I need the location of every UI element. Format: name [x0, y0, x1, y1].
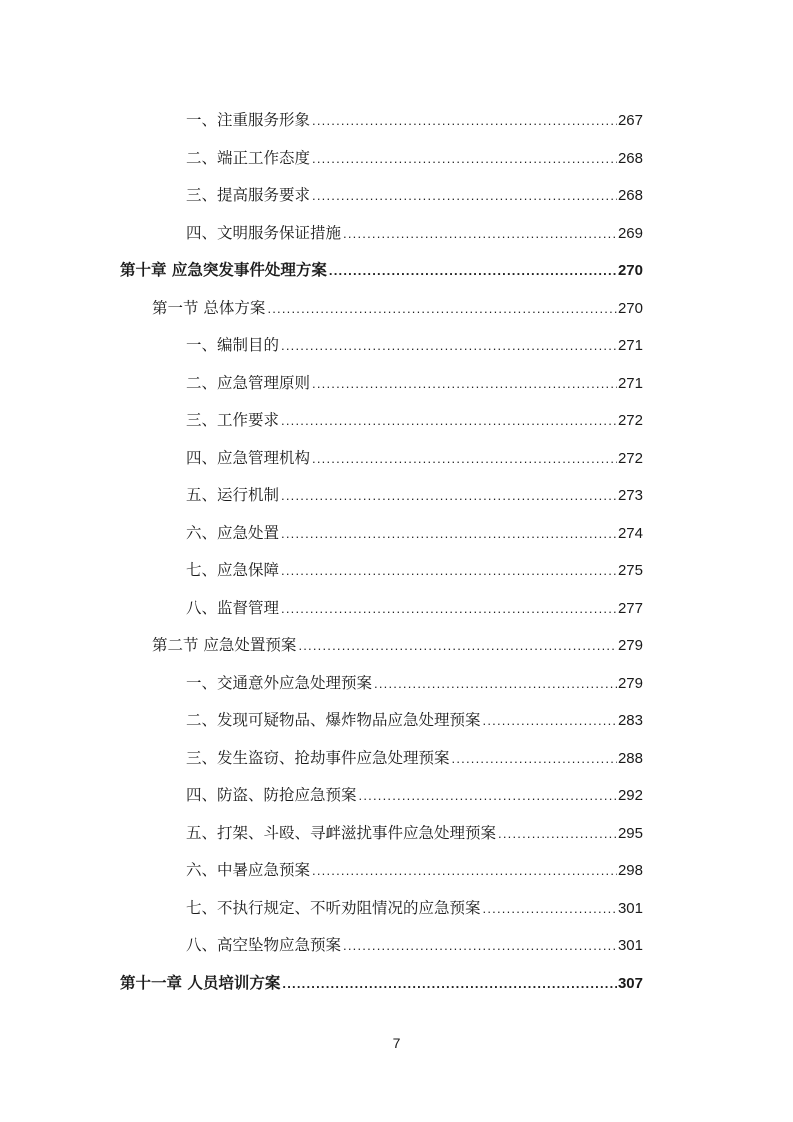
toc-entry-title: 二、端正工作态度: [186, 148, 311, 167]
toc-leader-dots: [282, 972, 617, 996]
toc-entry-title: 四、文明服务保证措施: [186, 223, 342, 242]
toc-section-entry[interactable]: [152, 296, 643, 320]
toc-entry-page: 270: [617, 262, 643, 279]
toc-entry[interactable]: [186, 483, 643, 507]
toc-leader-dots: [281, 559, 617, 583]
toc-entry[interactable]: [186, 933, 643, 957]
toc-entry-title: 五、打架、斗殴、寻衅滋扰事件应急处理预案: [186, 823, 497, 842]
toc-entry[interactable]: [186, 521, 643, 545]
toc-entry-page: 268: [617, 149, 643, 167]
toc-leader-dots: [343, 222, 617, 246]
toc-entry-title: 七、应急保障: [186, 561, 280, 579]
toc-entry-page: 301: [617, 937, 643, 954]
toc-entry[interactable]: [186, 333, 643, 357]
toc-leader-dots: [267, 297, 617, 321]
toc-entry-page: 273: [617, 487, 643, 504]
toc-entry-page: 279: [617, 674, 643, 692]
toc-leader-dots: [374, 672, 617, 696]
page-number: 7: [392, 1035, 401, 1051]
toc-entry-page: 298: [617, 862, 643, 879]
toc-entry-title: 六、应急处置: [186, 523, 280, 542]
toc-entry-page: 307: [617, 974, 643, 992]
toc-leader-dots: [343, 934, 617, 958]
toc-entry-page: 288: [617, 749, 643, 767]
toc-entry-page: 277: [617, 599, 643, 617]
toc-entry-page: 271: [617, 337, 643, 354]
toc-entry-page: 275: [617, 562, 643, 579]
toc-entry-page: 283: [617, 712, 643, 729]
toc-leader-dots: [483, 897, 617, 921]
toc-entry-title: 八、监督管理: [186, 598, 280, 617]
toc-leader-dots: [312, 447, 617, 471]
toc-leader-dots: [281, 409, 617, 433]
toc-entry-page: 272: [617, 449, 643, 467]
toc-entry-page: 271: [617, 374, 643, 392]
toc-leader-dots: [312, 109, 617, 133]
toc-entry[interactable]: [186, 596, 643, 620]
toc-entry-title: 二、应急管理原则: [186, 373, 311, 392]
toc-entry[interactable]: [186, 558, 643, 582]
toc-entry-title: 六、中暑应急预案: [186, 861, 311, 879]
toc-entry[interactable]: [186, 183, 643, 207]
toc-leader-dots: [298, 634, 617, 658]
toc-leader-dots: [281, 484, 617, 508]
toc-entry[interactable]: [186, 221, 643, 245]
toc-entry-page: 295: [617, 824, 643, 842]
toc-entry[interactable]: [186, 146, 643, 170]
toc-entry[interactable]: [186, 371, 643, 395]
toc-entry-page: 292: [617, 787, 643, 804]
toc-leader-dots: [312, 372, 617, 396]
toc-entry-title: 七、不执行规定、不听劝阻情况的应急预案: [186, 898, 481, 917]
toc-entry-title: 第十一章 人员培训方案: [120, 973, 281, 992]
toc-entry[interactable]: [186, 108, 643, 132]
toc-entry-title: 三、提高服务要求: [186, 186, 311, 204]
toc-entry-title: 五、运行机制: [186, 486, 280, 504]
toc-entry-title: 第二节 应急处置预案: [152, 636, 297, 654]
toc-leader-dots: [312, 184, 617, 208]
toc-chapter-entry[interactable]: [120, 258, 643, 282]
toc-entry-title: 四、应急管理机构: [186, 448, 311, 467]
toc-entry-title: 四、防盗、防抢应急预案: [186, 786, 357, 804]
toc-entry-page: 268: [617, 187, 643, 204]
toc-entry-title: 一、注重服务形象: [186, 111, 311, 129]
toc-entry-title: 三、工作要求: [186, 411, 280, 429]
toc-leader-dots: [359, 784, 617, 808]
toc-leader-dots: [483, 709, 617, 733]
toc-leader-dots: [329, 259, 617, 283]
toc-entry-page: 279: [617, 637, 643, 654]
toc-chapter-entry[interactable]: [120, 971, 643, 995]
toc-leader-dots: [452, 747, 617, 771]
toc-entry[interactable]: [186, 408, 643, 432]
toc-entry-title: 二、发现可疑物品、爆炸物品应急处理预案: [186, 711, 481, 729]
toc-entry-title: 三、发生盗窃、抢劫事件应急处理预案: [186, 748, 450, 767]
toc-leader-dots: [312, 147, 617, 171]
toc-entry-title: 一、交通意外应急处理预案: [186, 673, 373, 692]
toc-entry[interactable]: [186, 821, 643, 845]
toc-entry-page: 301: [617, 899, 643, 917]
toc-entry-title: 第一节 总体方案: [152, 298, 266, 317]
toc-entry-title: 第十章 应急突发事件处理方案: [120, 261, 327, 279]
toc-leader-dots: [281, 522, 617, 546]
toc-entry[interactable]: [186, 783, 643, 807]
toc-entry[interactable]: [186, 671, 643, 695]
toc-entry[interactable]: [186, 896, 643, 920]
toc-section-entry[interactable]: [152, 633, 643, 657]
toc-leader-dots: [281, 597, 617, 621]
toc-entry[interactable]: [186, 708, 643, 732]
toc-entry[interactable]: [186, 858, 643, 882]
toc-entry-title: 八、高空坠物应急预案: [186, 936, 342, 954]
toc-entry[interactable]: [186, 446, 643, 470]
toc-entry-page: 267: [617, 112, 643, 129]
toc-entry[interactable]: [186, 746, 643, 770]
toc-entry-page: 274: [617, 524, 643, 542]
toc-entry-page: 270: [617, 299, 643, 317]
toc-entry-page: 272: [617, 412, 643, 429]
toc-leader-dots: [312, 859, 617, 883]
toc-leader-dots: [498, 822, 617, 846]
toc-entry-title: 一、编制目的: [186, 336, 280, 354]
toc-entry-page: 269: [617, 224, 643, 242]
toc-leader-dots: [281, 334, 617, 358]
